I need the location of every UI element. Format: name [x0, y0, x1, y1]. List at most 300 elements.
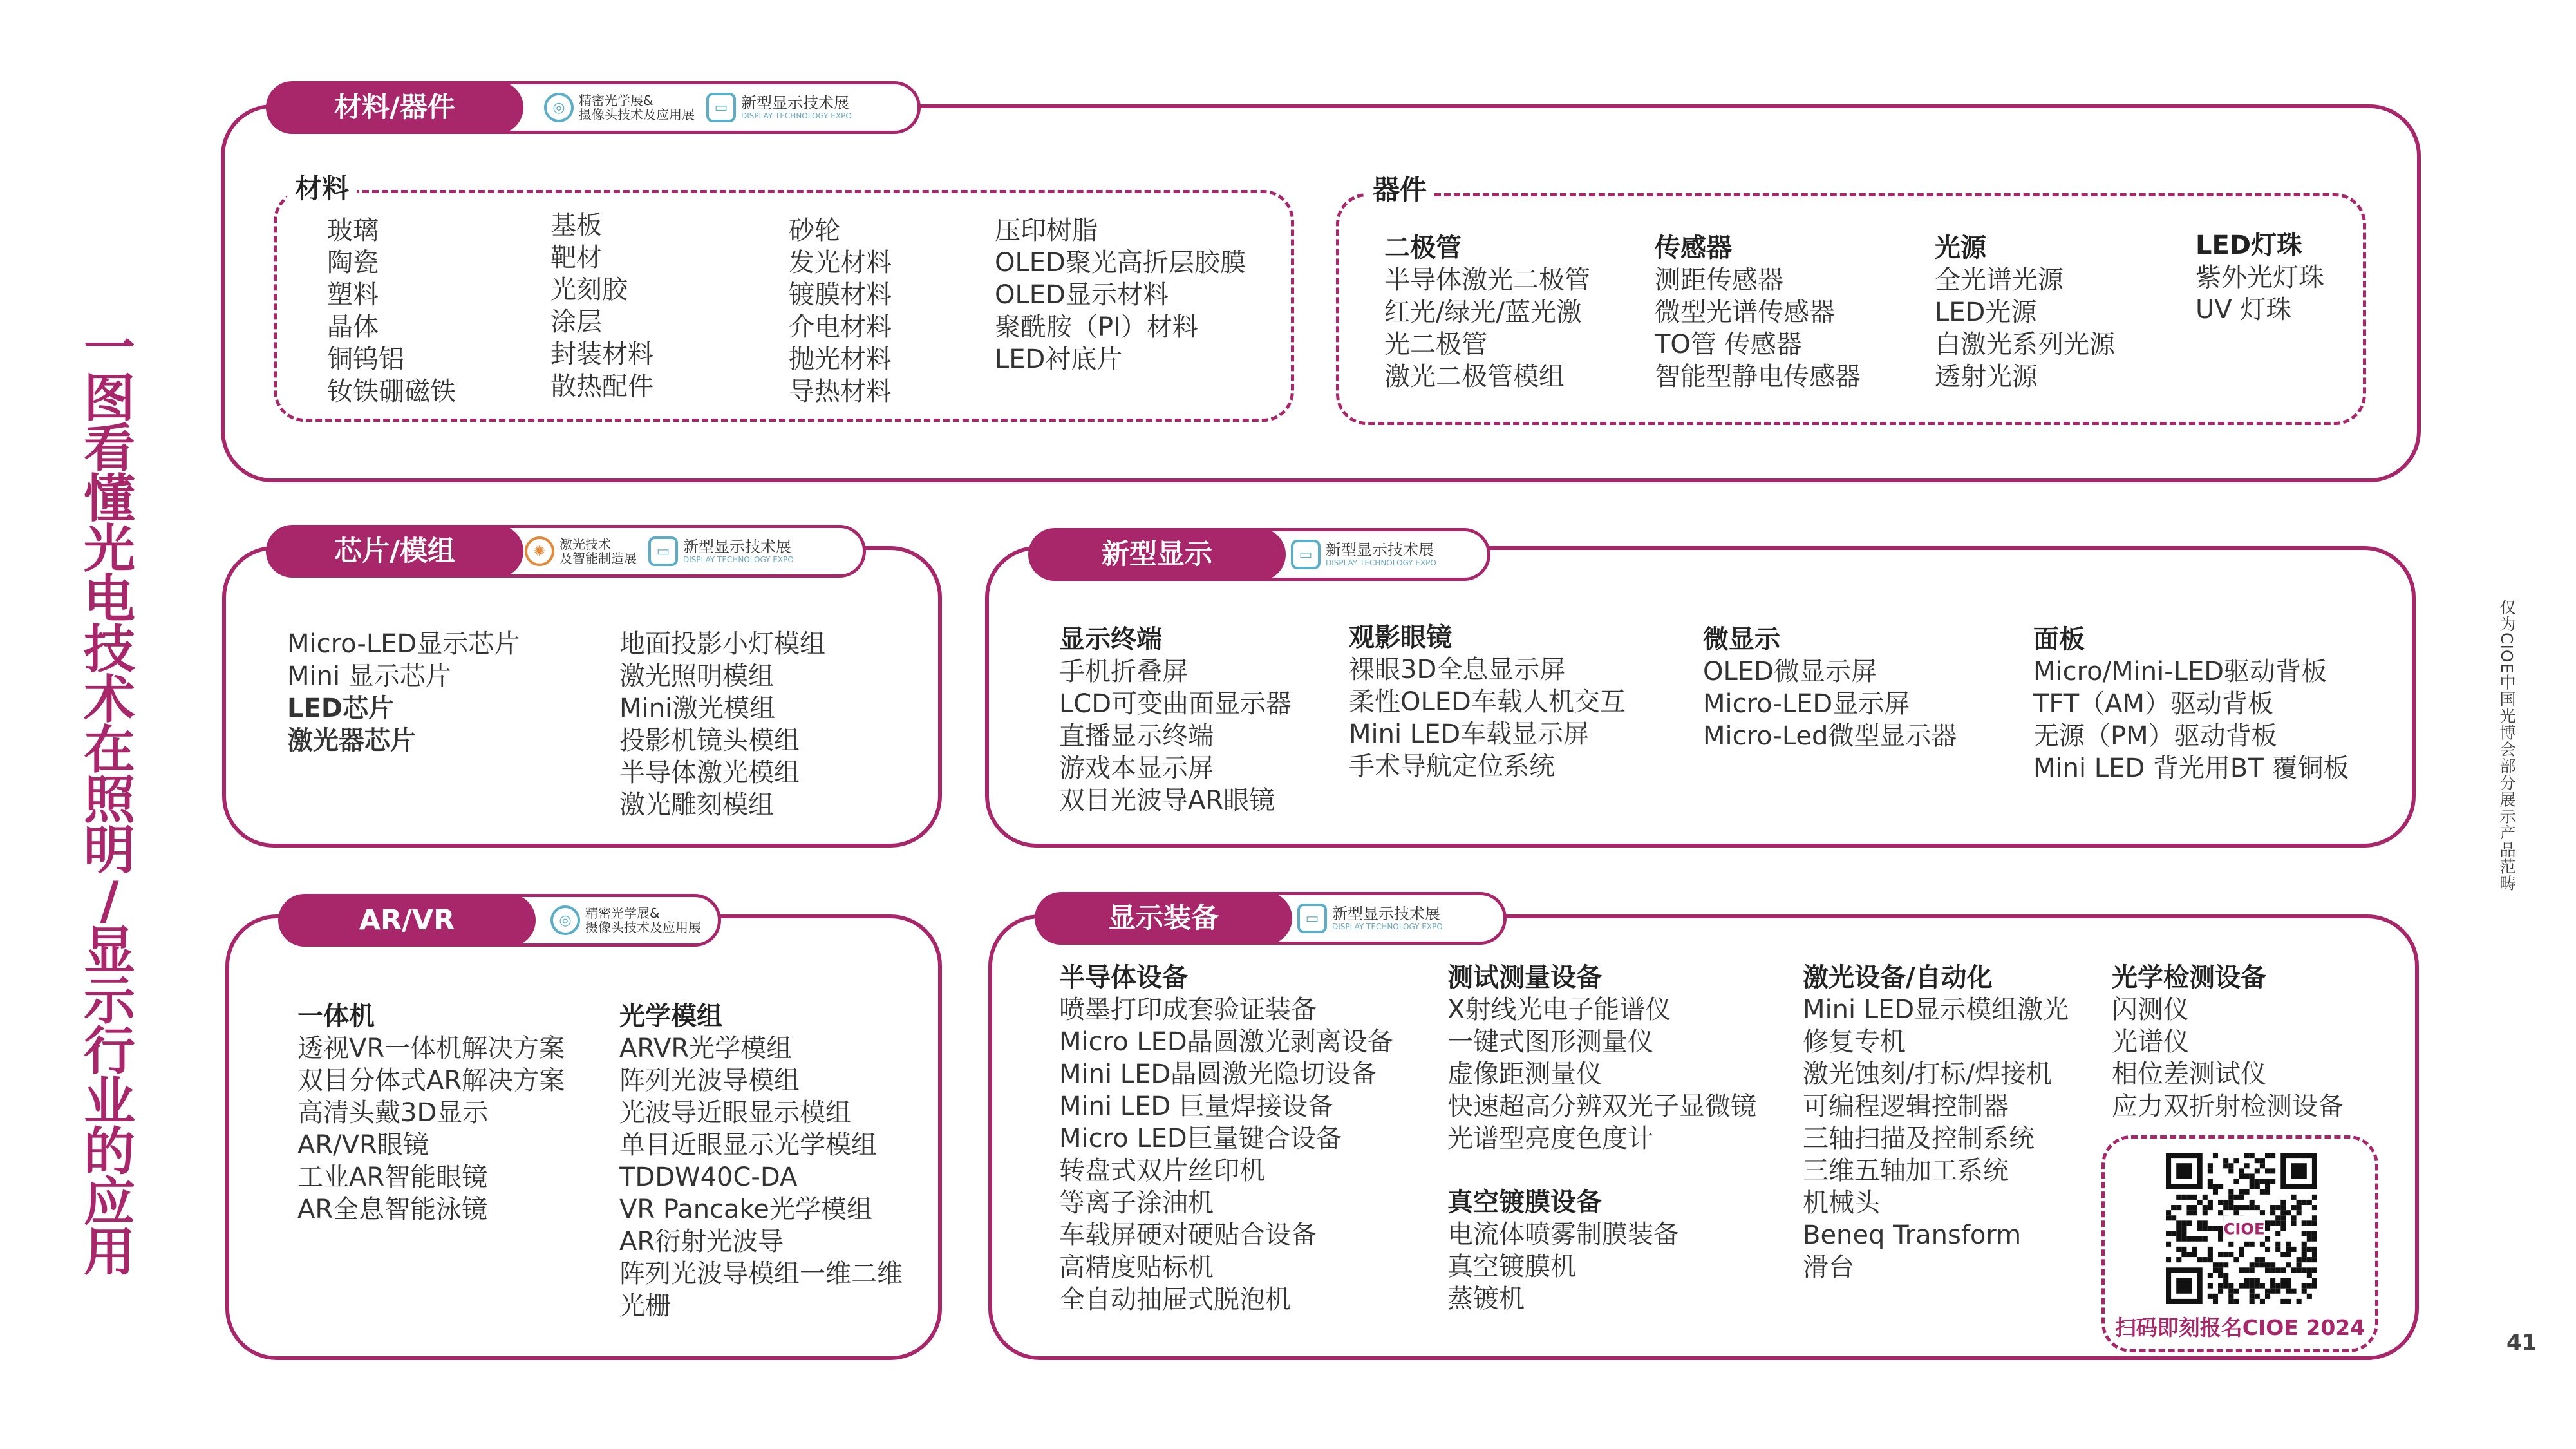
list-item: 陶瓷 — [327, 248, 379, 278]
side-title-char: 技 — [84, 620, 135, 679]
list-item: 压印树脂 — [995, 216, 1098, 245]
qr-module — [2302, 1247, 2307, 1252]
group-heading: 光学模组 — [619, 1001, 722, 1031]
list-item: 激光雕刻模组 — [619, 790, 774, 820]
qr-module — [2186, 1236, 2192, 1242]
display-group-4 — [2033, 623, 2349, 784]
qr-module — [2208, 1273, 2213, 1278]
qr-module — [2270, 1289, 2275, 1294]
list-item: Mini LED显示模组激光 — [1803, 995, 2069, 1025]
qr-module — [2270, 1153, 2275, 1158]
qr-module — [2312, 1231, 2317, 1236]
qr-module — [2250, 1173, 2255, 1179]
qr-module — [2166, 1231, 2171, 1236]
optics-expo-logo — [550, 905, 701, 935]
list-item: 修复专机 — [1803, 1027, 1906, 1057]
list-item: 应力双折射检测设备 — [2112, 1092, 2344, 1121]
side-title-char: 光 — [84, 519, 135, 579]
qr-module — [2280, 1267, 2286, 1273]
qr-module — [2275, 1242, 2280, 1247]
side-title-char: 用 — [84, 1222, 135, 1282]
qr-module — [2275, 1283, 2280, 1289]
list-item: OLED微显示屏 — [1703, 657, 1877, 687]
group-heading: 显示终端 — [1059, 625, 1162, 654]
materials-col-2 — [550, 209, 653, 402]
qr-module — [2186, 1210, 2192, 1215]
qr-module — [2260, 1179, 2265, 1184]
optics-expo-cn: 精密光学展& 摄像头技术及应用展 — [579, 93, 695, 122]
side-title-char: 显 — [84, 921, 135, 981]
qr-module — [2228, 1189, 2233, 1195]
qr-module — [2186, 1195, 2192, 1200]
qr-module — [2312, 1267, 2317, 1273]
laser-expo-cn: 激光技术 及智能制造展 — [559, 536, 637, 566]
equipment-group-vacuum — [1447, 1186, 1679, 1315]
qr-module — [2307, 1200, 2312, 1205]
qr-module — [2260, 1158, 2265, 1163]
list-item: 全光谱光源 — [1935, 265, 2064, 295]
qr-module — [2265, 1262, 2270, 1267]
qr-module — [2312, 1215, 2317, 1220]
materials-expo-logos — [470, 81, 921, 134]
qr-module — [2297, 1257, 2302, 1262]
qr-module — [2244, 1242, 2250, 1247]
qr-module — [2203, 1210, 2208, 1215]
devices-label: 器件 — [1365, 169, 1434, 207]
list-item: Beneq Transform — [1803, 1220, 2022, 1250]
qr-module — [2255, 1283, 2260, 1289]
qr-module — [2250, 1153, 2255, 1158]
qr-module — [2203, 1205, 2208, 1210]
qr-module — [2250, 1179, 2255, 1184]
qr-module — [2197, 1200, 2203, 1205]
qr-module — [2291, 1195, 2296, 1200]
qr-module — [2270, 1205, 2275, 1210]
display-logo-icon: ▭ — [1297, 904, 1327, 933]
display-expo-cn: 新型显示技术展 — [741, 94, 849, 113]
qr-module — [2307, 1231, 2312, 1236]
list-item: AR/VR眼镜 — [297, 1130, 429, 1160]
qr-module — [2265, 1179, 2270, 1184]
qr-module — [2176, 1231, 2181, 1236]
qr-module — [2307, 1283, 2312, 1289]
qr-module — [2250, 1205, 2255, 1210]
side-title-char: 应 — [84, 1172, 135, 1232]
list-item: UV 灯珠 — [2195, 295, 2292, 325]
page-number: 41 — [2506, 1330, 2537, 1356]
qr-module — [2192, 1205, 2197, 1210]
list-item: 透视VR一体机解决方案 — [297, 1034, 565, 1063]
qr-module — [2270, 1179, 2275, 1184]
list-item: Micro/Mini-LED驱动背板 — [2033, 657, 2327, 687]
display-expo-en: DISPLAY TECHNOLOGY EXPO — [683, 554, 794, 564]
qr-module — [2218, 1252, 2223, 1257]
side-title-char: / — [100, 871, 119, 931]
display-expo-logo — [648, 536, 794, 566]
qr-module — [2176, 1236, 2181, 1242]
list-item: LED芯片 — [287, 694, 395, 723]
display-group-2 — [1349, 621, 1626, 782]
qr-module — [2228, 1294, 2233, 1299]
list-item: 滑台 — [1803, 1253, 1854, 1282]
qr-module — [2280, 1299, 2286, 1304]
qr-module — [2228, 1289, 2233, 1294]
qr-module — [2218, 1283, 2223, 1289]
qr-module — [2181, 1220, 2186, 1226]
list-item: 双目分体式AR解决方案 — [297, 1066, 565, 1095]
list-item: 铜钨铝 — [327, 345, 404, 374]
list-item: LED衬底片 — [995, 345, 1123, 374]
group-heading: 观影眼镜 — [1349, 623, 1452, 652]
qr-module — [2280, 1220, 2286, 1226]
qr-module — [2286, 1289, 2291, 1294]
list-item: 封装材料 — [550, 339, 653, 369]
display-expo-logo — [1297, 904, 1443, 933]
qr-module — [2176, 1226, 2181, 1231]
optics-expo-cn: 精密光学展& 摄像头技术及应用展 — [585, 905, 701, 935]
chips-tag: 芯片/模组 — [266, 525, 523, 578]
list-item: 红光/绿光/蓝光激 — [1384, 298, 1582, 327]
side-title-char: 电 — [84, 569, 135, 629]
qr-module — [2239, 1283, 2244, 1289]
list-item: 车载屏硬对硬贴合设备 — [1059, 1220, 1317, 1250]
qr-module — [2270, 1278, 2275, 1283]
qr-module — [2166, 1210, 2171, 1215]
qr-module — [2233, 1179, 2239, 1184]
display-group-1 — [1059, 623, 1292, 817]
qr-module — [2265, 1289, 2270, 1294]
list-item: 虚像距测量仪 — [1447, 1059, 1602, 1089]
side-title-char: 懂 — [84, 469, 135, 529]
list-item: 全自动抽屉式脱泡机 — [1059, 1285, 1291, 1314]
qr-module — [2176, 1163, 2192, 1179]
qr-module — [2228, 1242, 2233, 1247]
qr-module — [2213, 1184, 2218, 1189]
qr-module — [2223, 1262, 2228, 1267]
list-item: 游戏本显示屏 — [1059, 753, 1214, 783]
qr-module — [2307, 1220, 2312, 1226]
list-item: 塑料 — [327, 280, 379, 310]
list-item: 抛光材料 — [789, 345, 892, 374]
qr-module — [2223, 1205, 2228, 1210]
qr-module — [2208, 1247, 2213, 1252]
side-note: 仅为CIOE中国光博会部分展示产品范畴 — [2497, 599, 2516, 892]
qr-module — [2218, 1236, 2223, 1242]
optics-expo-logo — [544, 93, 695, 122]
qr-module — [2203, 1195, 2208, 1200]
list-item: 地面投影小灯模组 — [619, 629, 825, 659]
group-heading: 光学检测设备 — [2112, 963, 2266, 992]
qr-module — [2297, 1200, 2302, 1205]
group-heading: 微显示 — [1703, 625, 1780, 654]
qr-module — [2302, 1283, 2307, 1289]
list-item: AR全息智能泳镜 — [297, 1195, 488, 1224]
qr-module — [2286, 1252, 2291, 1257]
list-item: 投影机镜头模组 — [619, 726, 800, 755]
qr-module — [2312, 1236, 2317, 1242]
list-item: 高清头戴3D显示 — [297, 1098, 489, 1128]
list-item: Micro LED巨量键合设备 — [1059, 1124, 1342, 1153]
qr-module — [2213, 1299, 2218, 1304]
qr-center-logo: CIOE — [2223, 1219, 2265, 1238]
chips-col-2 — [619, 628, 825, 821]
qr-module — [2203, 1236, 2208, 1242]
qr-module — [2307, 1257, 2312, 1262]
qr-module — [2228, 1168, 2233, 1173]
qr-module — [2213, 1294, 2218, 1299]
list-item: VR Pancake光学模组 — [619, 1195, 872, 1224]
list-item: 一键式图形测量仪 — [1447, 1027, 1653, 1057]
qr-module — [2280, 1210, 2286, 1215]
qr-module — [2233, 1158, 2239, 1163]
qr-module — [2203, 1226, 2208, 1231]
display-tag: 新型显示 — [1028, 528, 1286, 581]
materials-col-4 — [995, 214, 1246, 375]
group-heading: 二极管 — [1384, 233, 1462, 263]
list-item: 玻璃 — [327, 216, 379, 245]
qr-module — [2280, 1252, 2286, 1257]
qr-module — [2265, 1236, 2270, 1242]
list-item: 蒸镀机 — [1447, 1284, 1525, 1314]
equipment-tag: 显示装备 — [1035, 892, 1292, 945]
qr-module — [2203, 1220, 2208, 1226]
qr-module — [2244, 1205, 2250, 1210]
qr-module — [2302, 1200, 2307, 1205]
qr-module — [2302, 1289, 2307, 1294]
group-heading: 测试测量设备 — [1447, 963, 1602, 992]
qr-module — [2302, 1252, 2307, 1257]
qr-module — [2223, 1278, 2228, 1283]
side-title-char: 看 — [84, 419, 135, 478]
qr-module — [2280, 1215, 2286, 1220]
qr-module — [2244, 1173, 2250, 1179]
qr-module — [2239, 1173, 2244, 1179]
list-item: 光栅 — [619, 1291, 671, 1321]
list-item: AR衍射光波导 — [619, 1227, 784, 1256]
qr-module — [2176, 1205, 2181, 1210]
side-title-char: 照 — [84, 770, 135, 830]
side-title-char: 图 — [84, 368, 135, 428]
list-item: 紫外光灯珠 — [2195, 263, 2324, 292]
list-item: 激光照明模组 — [619, 661, 774, 691]
qr-module — [2223, 1200, 2228, 1205]
qr-module — [2181, 1226, 2186, 1231]
qr-module — [2265, 1168, 2270, 1173]
display-logo-icon: ▭ — [706, 93, 736, 122]
list-item: 智能型静电传感器 — [1655, 362, 1861, 392]
group-heading: 半导体设备 — [1059, 963, 1188, 992]
qr-module — [2166, 1215, 2171, 1220]
qr-module — [2275, 1247, 2280, 1252]
list-item: 半导体激光二极管 — [1384, 265, 1590, 295]
list-item: Mini激光模组 — [619, 694, 776, 723]
list-item: 激光器芯片 — [287, 726, 416, 755]
qr-module — [2275, 1267, 2280, 1273]
qr-module — [2250, 1242, 2255, 1247]
qr-module — [2280, 1278, 2286, 1283]
side-title — [80, 318, 138, 1282]
qr-module — [2181, 1195, 2186, 1200]
qr-module — [2218, 1273, 2223, 1278]
equipment-group-testing — [1447, 961, 1756, 1155]
qr-module — [2280, 1200, 2286, 1205]
equipment-group-optical-inspection — [2112, 961, 2344, 1122]
qr-module — [2176, 1257, 2181, 1262]
list-item: 手机折叠屏 — [1059, 657, 1188, 687]
qr-module — [2275, 1231, 2280, 1236]
qr-module — [2239, 1195, 2244, 1200]
qr-module — [2176, 1220, 2181, 1226]
devices-group-1 — [1384, 232, 1590, 393]
list-item: 介电材料 — [789, 312, 892, 342]
list-item: 可编程逻辑控制器 — [1803, 1092, 2009, 1121]
list-item: 导热材料 — [789, 377, 892, 406]
list-item: Micro-Led微型显示器 — [1703, 721, 1957, 751]
qr-module — [2255, 1257, 2260, 1262]
qr-module — [2218, 1267, 2223, 1273]
list-item: 镀膜材料 — [789, 280, 892, 310]
list-item: 无源（PM）驱动背板 — [2033, 721, 2277, 751]
qr-module — [2265, 1220, 2270, 1226]
qr-module — [2270, 1220, 2275, 1226]
list-item: 光波导近眼显示模组 — [619, 1098, 851, 1128]
qr-module — [2218, 1231, 2223, 1236]
list-item: 光谱型亮度色度计 — [1447, 1124, 1653, 1153]
equipment-group-semiconductor — [1059, 961, 1393, 1316]
qr-module — [2297, 1299, 2302, 1304]
qr-module — [2233, 1210, 2239, 1215]
qr-module — [2270, 1210, 2275, 1215]
display-expo-cn: 新型显示技术展 — [1332, 905, 1440, 923]
qr-module — [2250, 1289, 2255, 1294]
qr-module — [2286, 1210, 2291, 1215]
side-title-char: 业 — [84, 1072, 135, 1132]
qr-module — [2228, 1195, 2233, 1200]
list-item: 手术导航定位系统 — [1349, 752, 1555, 781]
qr-module — [2265, 1267, 2270, 1273]
qr-module — [2171, 1205, 2176, 1210]
list-item: 透射光源 — [1935, 362, 2038, 392]
qr-module — [2302, 1242, 2307, 1247]
qr-module — [2260, 1299, 2265, 1304]
qr-module — [2186, 1252, 2192, 1257]
list-item: 激光蚀刻/打标/焊接机 — [1803, 1059, 2052, 1089]
qr-module — [2265, 1294, 2270, 1299]
qr-module — [2171, 1215, 2176, 1220]
qr-module — [2239, 1205, 2244, 1210]
list-item: Mini LED晶圆激光隐切设备 — [1059, 1059, 1377, 1089]
qr-module — [2312, 1257, 2317, 1262]
list-item: Mini LED 背光用BT 覆铜板 — [2033, 753, 2349, 783]
qr-module — [2275, 1220, 2280, 1226]
qr-module — [2166, 1257, 2171, 1262]
qr-module — [2228, 1163, 2233, 1168]
qr-module — [2208, 1168, 2213, 1173]
qr-module — [2255, 1205, 2260, 1210]
qr-module — [2275, 1205, 2280, 1210]
qr-module — [2181, 1247, 2186, 1252]
devices-group-3 — [1935, 232, 2115, 393]
qr-module — [2239, 1168, 2244, 1173]
equipment-group-laser — [1803, 961, 2069, 1283]
qr-module — [2312, 1220, 2317, 1226]
qr-module — [2307, 1267, 2312, 1273]
qr-module — [2265, 1247, 2270, 1252]
list-item: 半导体激光模组 — [619, 758, 800, 788]
qr-module — [2265, 1153, 2270, 1158]
qr-module — [2197, 1236, 2203, 1242]
laser-logo-icon: ✺ — [525, 536, 554, 566]
qr-module — [2192, 1247, 2197, 1252]
qr-module — [2270, 1262, 2275, 1267]
qr-module — [2203, 1257, 2208, 1262]
qr-module — [2255, 1168, 2260, 1173]
qr-module — [2302, 1231, 2307, 1236]
qr-module — [2186, 1205, 2192, 1210]
qr-module — [2250, 1267, 2255, 1273]
qr-module — [2307, 1294, 2312, 1299]
qr-module — [2286, 1278, 2291, 1283]
list-item: 白激光系列光源 — [1935, 330, 2115, 359]
qr-module — [2302, 1267, 2307, 1273]
qr-module — [2297, 1210, 2302, 1215]
qr-module — [2291, 1215, 2296, 1220]
group-heading: 光源 — [1935, 233, 1986, 263]
group-heading: 一体机 — [297, 1001, 375, 1031]
chips-col-1 — [287, 628, 520, 757]
qr-module — [2312, 1278, 2317, 1283]
display-expo-en: DISPLAY TECHNOLOGY EXPO — [1332, 922, 1443, 931]
qr-module — [2181, 1231, 2186, 1236]
qr-module — [2181, 1252, 2186, 1257]
qr-module — [2192, 1195, 2197, 1200]
qr-module — [2297, 1205, 2302, 1210]
qr-module — [2312, 1252, 2317, 1257]
list-item: 三维五轴加工系统 — [1803, 1156, 2009, 1186]
qr-module — [2260, 1242, 2265, 1247]
list-item: 高精度贴标机 — [1059, 1253, 1214, 1282]
qr-module — [2270, 1283, 2275, 1289]
qr-module — [2233, 1205, 2239, 1210]
qr-module — [2250, 1262, 2255, 1267]
optics-logo-icon: ◎ — [550, 905, 580, 935]
group-heading: LED灯珠 — [2195, 231, 2303, 260]
qr-module — [2239, 1189, 2244, 1195]
qr-module — [2181, 1236, 2186, 1242]
qr-module — [2213, 1267, 2218, 1273]
registration-qr-code[interactable] — [2166, 1153, 2317, 1304]
qr-module — [2275, 1215, 2280, 1220]
list-item: 光刻胶 — [550, 275, 628, 305]
qr-module — [2171, 1231, 2176, 1236]
qr-module — [2275, 1289, 2280, 1294]
display-expo-en: DISPLAY TECHNOLOGY EXPO — [741, 111, 852, 120]
qr-module — [2208, 1252, 2213, 1257]
qr-module — [2260, 1283, 2265, 1289]
list-item: 微型光谱传感器 — [1655, 298, 1835, 327]
qr-module — [2228, 1252, 2233, 1257]
qr-module — [2302, 1257, 2307, 1262]
qr-module — [2291, 1247, 2296, 1252]
list-item: 散热配件 — [550, 372, 653, 401]
qr-module — [2307, 1273, 2312, 1278]
qr-module — [2260, 1262, 2265, 1267]
group-heading: 传感器 — [1655, 233, 1732, 263]
qr-module — [2186, 1220, 2192, 1226]
materials-col-3 — [789, 214, 892, 408]
list-item: 激光二极管模组 — [1384, 362, 1565, 392]
qr-module — [2255, 1294, 2260, 1299]
